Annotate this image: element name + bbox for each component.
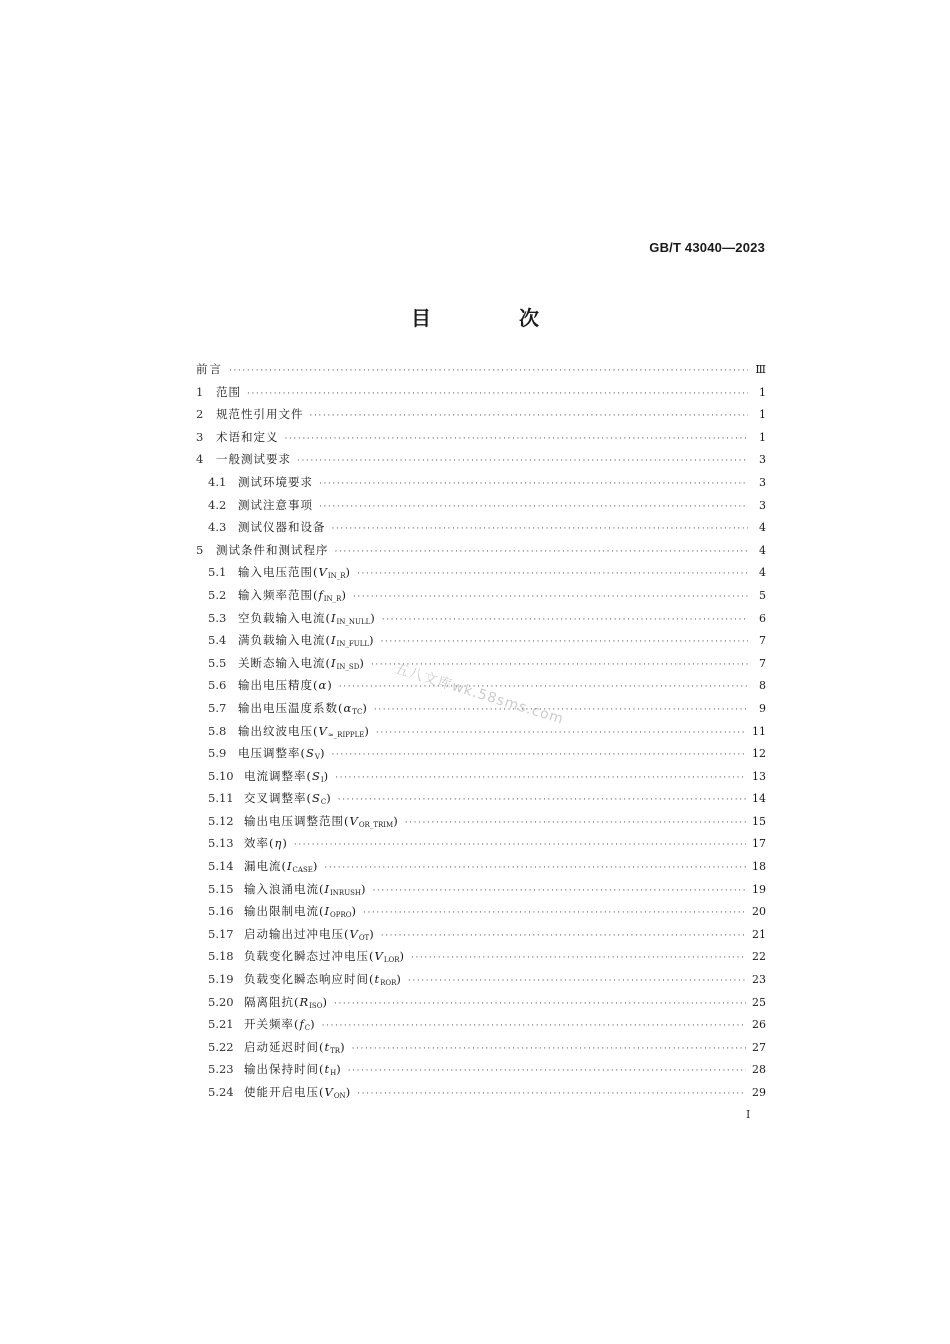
toc-entry-number: 5.7 <box>208 700 227 715</box>
toc-entry-label: 测试注意事项 <box>238 497 313 512</box>
toc-entry-label: 空负载输入电流$(I_{IN\_NULL})$ <box>238 610 376 626</box>
toc-entry-number: 5.11 <box>208 791 234 806</box>
toc-leader-dots <box>324 863 746 873</box>
toc-entry-label: 术语和定义 <box>216 429 279 444</box>
toc-leader-dots <box>373 886 746 896</box>
toc-entry[interactable] <box>196 948 766 971</box>
toc-leader-dots <box>334 999 746 1009</box>
toc-entry[interactable] <box>196 858 766 881</box>
toc-entry-label: 使能开启电压$(V_{ON})$ <box>244 1085 352 1100</box>
toc-leader-dots <box>405 818 746 828</box>
toc-leader-dots <box>297 456 748 466</box>
toc-entry-number: 5.22 <box>208 1039 234 1054</box>
toc-entry-page: 21 <box>752 927 766 941</box>
toc-leader-dots <box>363 908 746 918</box>
toc-entry-number: 4.3 <box>208 520 227 535</box>
toc-entry-page: 17 <box>752 837 766 851</box>
toc-entry-number: 5.17 <box>208 926 234 941</box>
toc-entry[interactable] <box>196 994 766 1017</box>
toc-entry-page: 5 <box>759 588 766 602</box>
watermark: 五八文库wk.58sms.com <box>392 660 566 728</box>
toc-entry[interactable] <box>196 903 766 926</box>
toc-entry-number: 4.2 <box>208 497 227 512</box>
toc-entry[interactable] <box>196 1084 766 1107</box>
toc-leader-dots <box>381 931 746 941</box>
toc-entry-label: 测试环境要求 <box>238 474 313 489</box>
toc-entry-page: 3 <box>759 475 766 489</box>
toc-entry-number: 5.14 <box>208 859 234 874</box>
toc-entry-number: 5.24 <box>208 1085 234 1099</box>
toc-entry-label: 前言 <box>196 362 223 376</box>
toc-entry-label: 输入浪涌电流$(I_{INRUSH})$ <box>244 881 367 897</box>
toc-leader-dots <box>335 547 749 557</box>
toc-entry-number: 5.16 <box>208 904 234 919</box>
toc-entry-page: 3 <box>759 453 766 467</box>
toc-entry-label: 测试条件和测试程序 <box>216 542 329 557</box>
toc-entry-page: 9 <box>759 701 766 715</box>
toc-entry-number: 5.1 <box>208 565 227 580</box>
toc-entry-page: 26 <box>752 1018 766 1032</box>
toc-entry[interactable] <box>196 1061 766 1084</box>
toc-entry[interactable] <box>196 1039 766 1062</box>
toc-entry-number: 4 <box>196 452 204 467</box>
toc-entry-label: 输出纹波电压$(V_{\approx\_RIPPLE})$ <box>238 723 370 739</box>
toc-leader-dots <box>285 434 749 444</box>
toc-entry-page: Ⅲ <box>755 363 766 376</box>
toc-entry[interactable] <box>196 587 766 610</box>
toc-entry-number: 5.23 <box>208 1062 234 1077</box>
toc-leader-dots <box>339 682 748 692</box>
toc-entry-page: 23 <box>752 973 766 987</box>
toc-entry-page: 22 <box>752 950 766 964</box>
toc-entry-number: 5.21 <box>208 1017 234 1032</box>
toc-entry-label: 输出电压温度系数$(\alpha_{TC})$ <box>238 700 368 716</box>
toc-leader-dots <box>348 1066 746 1076</box>
toc-leader-dots <box>411 953 746 963</box>
toc-entry[interactable] <box>196 406 766 429</box>
toc-entry-number: 5.19 <box>208 972 234 987</box>
footer-page-number: I <box>746 1108 751 1121</box>
toc-entry-label: 满负载输入电流$(I_{IN\_FULL})$ <box>238 633 375 649</box>
toc-entry[interactable] <box>196 610 766 633</box>
toc-leader-dots <box>357 1089 746 1099</box>
toc-entry-number: 5.13 <box>208 836 234 851</box>
toc-entry-label: 范围 <box>216 384 241 399</box>
toc-entry[interactable] <box>196 971 766 994</box>
toc-entry-page: 25 <box>752 995 766 1009</box>
toc-entry[interactable] <box>196 835 766 858</box>
toc-entry-number: 5.2 <box>208 587 227 602</box>
toc-entry-label: 启动输出过冲电压$(V_{OT})$ <box>244 926 375 942</box>
toc-entry-number: 5.5 <box>208 655 227 670</box>
toc-entry-page: 20 <box>752 905 766 919</box>
toc-entry-number: 5.9 <box>208 746 227 761</box>
toc-leader-dots <box>357 569 748 579</box>
toc-entry-label: 隔离阻抗$(R_{ISO})$ <box>244 994 328 1010</box>
toc-entry-label: 负载变化瞬态过冲电压$(V_{LOR})$ <box>244 949 405 965</box>
toc-leader-dots <box>338 795 746 805</box>
toc-entry-label: 负载变化瞬态响应时间$(t_{ROR})$ <box>244 972 402 988</box>
toc-entry-label: 测试仪器和设备 <box>238 520 326 535</box>
toc-leader-dots <box>353 592 748 602</box>
toc-leader-dots <box>322 1021 746 1031</box>
toc-entry-page: 12 <box>752 747 766 761</box>
table-of-contents <box>196 361 766 1107</box>
toc-entry-label: 启动延迟时间$(t_{TR})$ <box>244 1039 346 1055</box>
toc-entry-page: 3 <box>759 498 766 512</box>
toc-entry-label: 电流调整率$(S_I)$ <box>244 768 330 784</box>
toc-entry-page: 15 <box>752 814 766 828</box>
toc-entry-page: 27 <box>752 1040 766 1054</box>
toc-entry[interactable] <box>196 361 766 384</box>
toc-entry-page: 13 <box>752 769 766 783</box>
toc-leader-dots <box>294 840 746 850</box>
toc-leader-dots <box>229 366 748 376</box>
toc-entry[interactable] <box>196 497 766 520</box>
toc-entry-page: 14 <box>752 792 766 806</box>
toc-entry-label: 输出电压调整范围$(V_{OR\_TRIM})$ <box>244 813 399 829</box>
toc-entry[interactable] <box>196 813 766 836</box>
toc-entry-number: 5.18 <box>208 949 234 964</box>
toc-leader-dots <box>376 728 746 738</box>
standard-code: GB/T 43040—2023 <box>649 240 765 255</box>
toc-entry-number: 4.1 <box>208 474 227 489</box>
toc-entry-label: 交叉调整率$(S_C)$ <box>244 791 332 807</box>
toc-leader-dots <box>319 479 748 489</box>
toc-entry-label: 输出保持时间$(t_H)$ <box>244 1062 342 1078</box>
toc-entry-label: 漏电流$(I_{CASE})$ <box>244 859 319 875</box>
toc-entry-page: 4 <box>759 566 766 580</box>
toc-entry-label: 规范性引用文件 <box>216 407 304 422</box>
toc-entry-label: 输入电压范围$(V_{IN\_R})$ <box>238 565 351 581</box>
toc-entry-page: 1 <box>759 430 766 444</box>
toc-entry[interactable] <box>196 542 766 565</box>
toc-leader-dots <box>319 502 748 512</box>
toc-entry-number: 5 <box>196 542 204 557</box>
toc-entry-number: 1 <box>196 384 204 399</box>
toc-entry-number: 5.6 <box>208 678 227 693</box>
toc-leader-dots <box>381 637 749 647</box>
toc-leader-dots <box>332 524 749 534</box>
toc-entry-page: 11 <box>752 724 766 738</box>
toc-entry-page: 7 <box>759 656 766 670</box>
toc-entry[interactable] <box>196 655 766 678</box>
toc-entry[interactable] <box>196 745 766 768</box>
toc-entry-label: 输出电压精度(α) <box>238 678 333 693</box>
toc-entry-number: 5.12 <box>208 813 234 828</box>
toc-entry-label: 电压调整率$(S_V)$ <box>238 746 326 762</box>
toc-entry[interactable] <box>196 768 766 791</box>
toc-entry[interactable] <box>196 564 766 587</box>
toc-leader-dots <box>331 750 746 760</box>
toc-entry-number: 5.15 <box>208 881 234 896</box>
toc-entry-label: 输入频率范围$(f_{IN\_R})$ <box>238 587 347 603</box>
toc-entry-label: 开关频率$(f_C)$ <box>244 1017 316 1033</box>
toc-entry[interactable] <box>196 384 766 407</box>
toc-entry-page: 4 <box>759 543 766 557</box>
toc-entry[interactable] <box>196 429 766 452</box>
toc-leader-dots <box>310 411 749 421</box>
toc-leader-dots <box>382 615 748 625</box>
toc-leader-dots <box>408 976 746 986</box>
toc-entry[interactable] <box>196 790 766 813</box>
toc-entry[interactable] <box>196 451 766 474</box>
toc-entry-number: 5.10 <box>208 768 234 783</box>
toc-entry[interactable] <box>196 632 766 655</box>
toc-entry[interactable] <box>196 926 766 949</box>
toc-entry-page: 4 <box>759 521 766 535</box>
toc-leader-dots <box>335 773 746 783</box>
toc-entry[interactable] <box>196 474 766 497</box>
toc-entry[interactable] <box>196 723 766 746</box>
toc-entry-number: 5.3 <box>208 610 227 625</box>
toc-entry-label: 关断态输入电流$(I_{IN\_SD})$ <box>238 655 365 671</box>
toc-leader-dots <box>247 389 748 399</box>
toc-entry-page: 8 <box>759 679 766 693</box>
toc-entry-page: 1 <box>759 408 766 422</box>
toc-entry-label: 一般测试要求 <box>216 452 291 467</box>
toc-entry-number: 3 <box>196 429 204 444</box>
toc-entry-label: 效率(η) <box>244 836 288 851</box>
toc-entry-page: 28 <box>752 1063 766 1077</box>
toc-entry-page: 1 <box>759 385 766 399</box>
toc-entry-page: 18 <box>752 860 766 874</box>
toc-entry[interactable] <box>196 519 766 542</box>
toc-entry-number: 2 <box>196 407 204 422</box>
toc-entry[interactable] <box>196 1016 766 1039</box>
toc-entry-page: 6 <box>759 611 766 625</box>
toc-entry[interactable] <box>196 881 766 904</box>
toc-leader-dots <box>352 1044 746 1054</box>
toc-entry-label: 输出限制电流$(I_{OPRO})$ <box>244 904 358 920</box>
toc-entry-number: 5.4 <box>208 633 227 648</box>
toc-entry-number: 5.8 <box>208 723 227 738</box>
toc-entry-page: 7 <box>759 634 766 648</box>
page-title: 目 次 <box>411 306 573 330</box>
toc-entry-page: 19 <box>752 882 766 896</box>
toc-entry-page: 29 <box>752 1086 766 1099</box>
toc-entry-number: 5.20 <box>208 994 234 1009</box>
